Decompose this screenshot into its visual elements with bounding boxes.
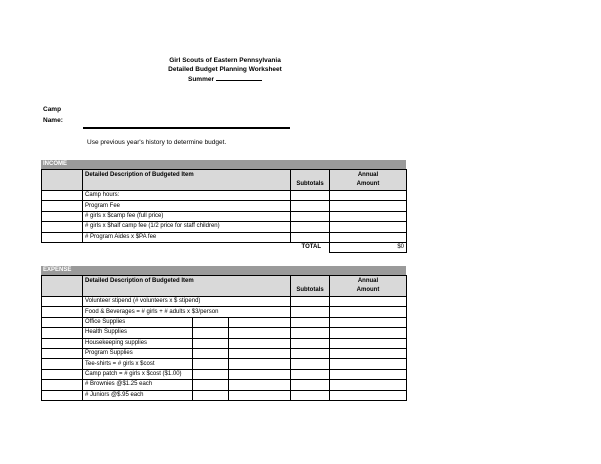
- table-row: [42, 201, 407, 211]
- expense-subtotal-cell[interactable]: [291, 328, 330, 338]
- expense-header-subtotals: Subtotals: [291, 276, 330, 297]
- expense-row-blank: [42, 390, 83, 400]
- expense-detail-cell[interactable]: [229, 328, 291, 338]
- income-item-description: # Program Aides x $PA fee: [83, 232, 291, 242]
- camp-label-line2: Name:: [43, 117, 63, 124]
- expense-detail-cell[interactable]: [229, 380, 291, 390]
- income-annual-cell[interactable]: [330, 191, 407, 201]
- income-item-description: Camp hours:: [83, 191, 291, 201]
- income-header-subtotals: Subtotals: [291, 170, 330, 191]
- expense-detail-cell[interactable]: [193, 338, 229, 348]
- expense-item-description: Volunteer stipend (# volunteers x $ stipend): [83, 297, 291, 307]
- income-subtotal-cell[interactable]: [291, 191, 330, 201]
- expense-subtotal-cell[interactable]: [291, 348, 330, 358]
- expense-item-description: Office Supplies: [83, 317, 193, 327]
- income-total-value: $0: [330, 242, 407, 252]
- income-section-bar: INCOME: [41, 160, 406, 169]
- income-header-row: [42, 170, 407, 191]
- expense-detail-cell[interactable]: [229, 348, 291, 358]
- document-header: [0, 56, 450, 84]
- table-row: [42, 380, 407, 390]
- expense-item-description: Health Supplies: [83, 328, 193, 338]
- income-row-blank: [42, 191, 83, 201]
- expense-header-annual: [330, 276, 407, 297]
- income-item-description: Program Fee: [83, 201, 291, 211]
- expense-detail-cell[interactable]: [193, 390, 229, 400]
- income-annual-line2: Amount: [356, 181, 380, 187]
- expense-annual-line2: Amount: [356, 287, 380, 293]
- table-row: [42, 338, 407, 348]
- income-annual-cell[interactable]: [330, 222, 407, 232]
- expense-subtotal-cell[interactable]: [291, 380, 330, 390]
- expense-detail-cell[interactable]: [229, 317, 291, 327]
- income-table: [41, 169, 407, 253]
- expense-detail-cell[interactable]: [193, 328, 229, 338]
- table-row: [42, 232, 407, 242]
- table-row: [42, 191, 407, 201]
- worksheet-title: Detailed Budget Planning Worksheet: [168, 66, 282, 73]
- camp-name-field[interactable]: [83, 127, 290, 129]
- income-total-spacer-desc: [83, 242, 291, 252]
- income-item-description: # girls x $half camp fee (1/2 price for staff children): [83, 222, 291, 232]
- table-row: [42, 369, 407, 379]
- expense-row-blank: [42, 307, 83, 317]
- expense-subtotal-cell[interactable]: [291, 369, 330, 379]
- expense-detail-cell[interactable]: [193, 348, 229, 358]
- expense-detail-cell[interactable]: [193, 359, 229, 369]
- season-line: [0, 74, 450, 84]
- table-row: [42, 297, 407, 307]
- income-item-description: # girls x $camp fee (full price): [83, 211, 291, 221]
- expense-annual-cell[interactable]: [330, 380, 407, 390]
- income-header-annual: [330, 170, 407, 191]
- expense-row-blank: [42, 328, 83, 338]
- income-annual-cell[interactable]: [330, 232, 407, 242]
- income-row-blank: [42, 222, 83, 232]
- table-row: [42, 222, 407, 232]
- org-name: Girl Scouts of Eastern Pennsylvania: [169, 57, 281, 64]
- income-subtotal-cell[interactable]: [291, 222, 330, 232]
- expense-annual-cell[interactable]: [330, 348, 407, 358]
- expense-item-description: Program Supplies: [83, 348, 193, 358]
- income-annual-cell[interactable]: [330, 201, 407, 211]
- expense-section-bar: EXPENSE: [41, 266, 406, 275]
- expense-subtotal-cell[interactable]: [291, 390, 330, 400]
- table-row: [42, 359, 407, 369]
- expense-row-blank: [42, 317, 83, 327]
- expense-subtotal-cell[interactable]: [291, 317, 330, 327]
- expense-annual-line1: Annual: [357, 278, 379, 284]
- table-row: [42, 328, 407, 338]
- income-subtotal-cell[interactable]: [291, 232, 330, 242]
- income-total-spacer: [42, 242, 83, 252]
- expense-annual-cell[interactable]: [330, 297, 407, 307]
- expense-row-blank: [42, 359, 83, 369]
- income-header-blank: [42, 170, 83, 191]
- expense-annual-cell[interactable]: [330, 328, 407, 338]
- camp-label-line1: Camp: [43, 106, 62, 113]
- expense-item-description: Camp patch = # girls x $cost ($1.00): [83, 369, 193, 379]
- expense-detail-cell[interactable]: [193, 380, 229, 390]
- income-annual-cell[interactable]: [330, 211, 407, 221]
- expense-annual-cell[interactable]: [330, 307, 407, 317]
- table-row: [42, 348, 407, 358]
- income-annual-line1: Annual: [357, 172, 379, 178]
- expense-item-description: # Juniors @$.95 each: [83, 390, 193, 400]
- expense-annual-cell[interactable]: [330, 338, 407, 348]
- expense-detail-cell[interactable]: [193, 317, 229, 327]
- table-row: [42, 211, 407, 221]
- expense-annual-cell[interactable]: [330, 359, 407, 369]
- expense-item-description: Food & Beverages = # girls + # adults x $3/person: [83, 307, 291, 317]
- table-row: [42, 317, 407, 327]
- expense-table: [41, 275, 407, 401]
- expense-header-blank: [42, 276, 83, 297]
- expense-item-description: # Brownies @$1.25 each: [83, 380, 193, 390]
- season-label: Summer: [187, 76, 214, 83]
- table-row: [42, 390, 407, 400]
- income-row-blank: [42, 201, 83, 211]
- expense-row-blank: [42, 380, 83, 390]
- expense-subtotal-cell[interactable]: [291, 297, 330, 307]
- expense-header-description: Detailed Description of Budgeted Item: [83, 276, 291, 297]
- instruction-text: Use previous year's history to determine budget.: [87, 139, 227, 146]
- expense-row-blank: [42, 348, 83, 358]
- expense-subtotal-cell[interactable]: [291, 359, 330, 369]
- expense-row-blank: [42, 369, 83, 379]
- table-row: [42, 307, 407, 317]
- expense-item-description: Housekeeping supplies: [83, 338, 193, 348]
- expense-row-blank: [42, 297, 83, 307]
- expense-detail-cell[interactable]: [229, 369, 291, 379]
- season-blank-field[interactable]: [216, 74, 262, 81]
- expense-annual-cell[interactable]: [330, 390, 407, 400]
- expense-detail-cell[interactable]: [229, 338, 291, 348]
- expense-detail-cell[interactable]: [229, 390, 291, 400]
- expense-subtotal-cell[interactable]: [291, 307, 330, 317]
- expense-annual-cell[interactable]: [330, 317, 407, 327]
- expense-detail-cell[interactable]: [229, 359, 291, 369]
- income-header-description: Detailed Description of Budgeted Item: [83, 170, 291, 191]
- income-row-blank: [42, 211, 83, 221]
- expense-annual-cell[interactable]: [330, 369, 407, 379]
- expense-detail-cell[interactable]: [193, 369, 229, 379]
- income-row-blank: [42, 232, 83, 242]
- income-subtotal-cell[interactable]: [291, 201, 330, 211]
- expense-item-description: Tee-shirts = # girls x $cost: [83, 359, 193, 369]
- income-total-label: TOTAL: [301, 244, 321, 251]
- expense-row-blank: [42, 338, 83, 348]
- expense-subtotal-cell[interactable]: [291, 338, 330, 348]
- income-subtotal-cell[interactable]: [291, 211, 330, 221]
- income-total-row: [42, 242, 407, 252]
- camp-name-label: [43, 104, 63, 126]
- expense-header-row: [42, 276, 407, 297]
